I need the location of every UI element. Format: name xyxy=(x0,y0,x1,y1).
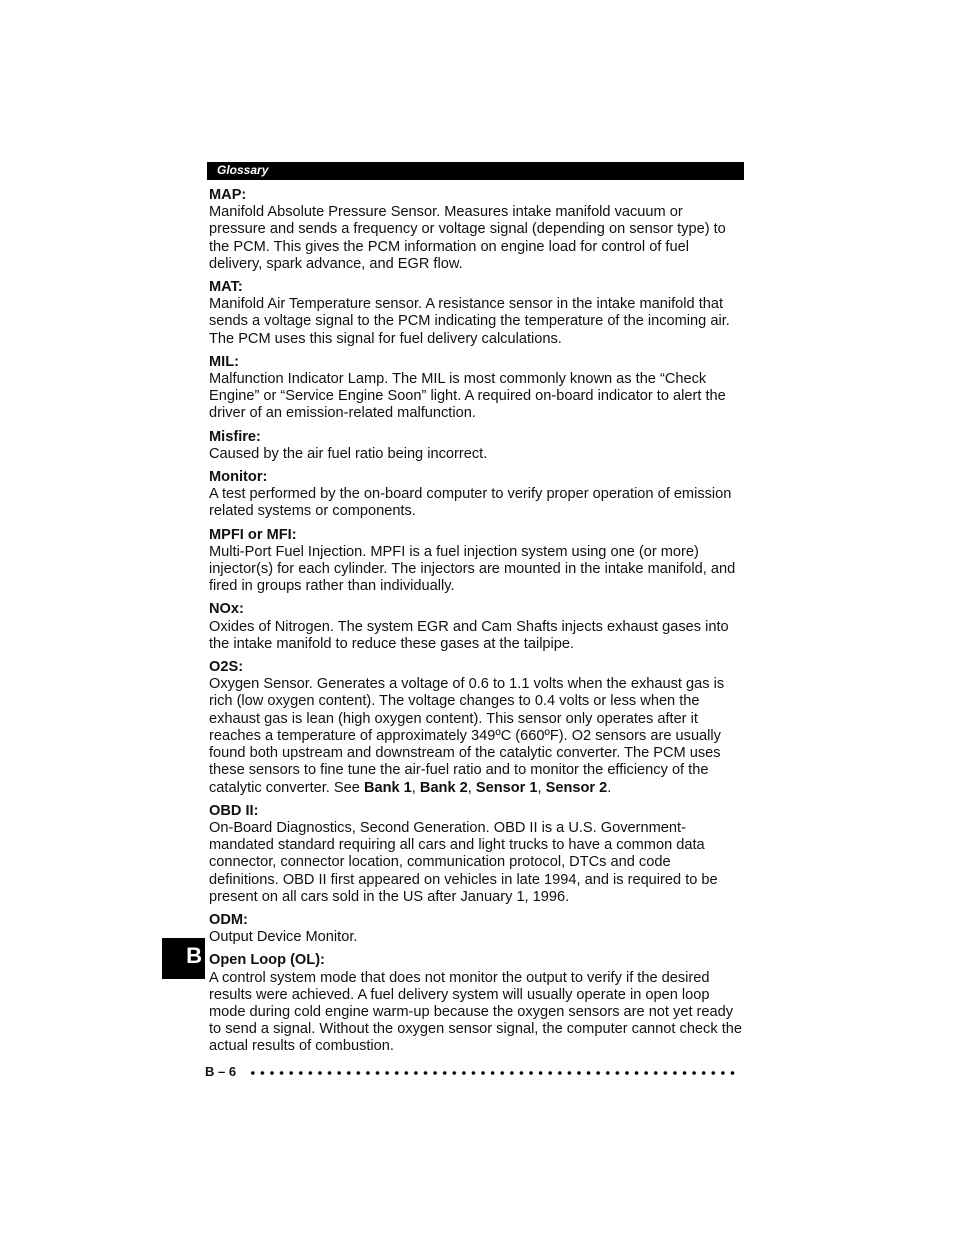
page-number: B – 6 xyxy=(205,1064,237,1079)
glossary-entry-mil xyxy=(209,354,743,423)
glossary-entry-odm xyxy=(209,912,743,946)
glossary-entry-obd-ii xyxy=(209,803,743,906)
glossary-entry-misfire xyxy=(209,429,743,463)
glossary-definition: Manifold Absolute Pressure Sensor. Measures intake manifold vacuum or pressure and sends a frequency or voltage signal (depending on sensor type) to the PCM. This gives the PCM information on engine load for control of fuel delivery, spark advance, and EGR flow. xyxy=(209,204,726,272)
glossary-definition: Caused by the air fuel ratio being incorrect. xyxy=(209,445,488,462)
glossary-definition: Manifold Air Temperature sensor. A resistance sensor in the intake manifold that sends a voltage signal to the PCM indicating the temperature of the incoming air. The PCM uses this signal for fuel delivery calculations. xyxy=(209,296,730,347)
glossary-term: OBD II: xyxy=(209,802,259,819)
glossary-definition: On-Board Diagnostics, Second Generation. OBD II is a U.S. Government-mandated standard requiring all cars and light trucks to have a common data connector, connector location, communication protocol, DTCs and code definitions. OBD II first appeared on vehicles in late 1994, and is required to be present on all cars sold in the US after January 1, 1996. xyxy=(209,819,718,905)
glossary-entry-nox xyxy=(209,601,743,653)
section-header-bar xyxy=(207,162,744,180)
glossary-entry-mpfi xyxy=(209,527,743,596)
glossary-definition: Oxides of Nitrogen. The system EGR and Cam Shafts injects exhaust gases into the intake manifold to reduce these gases at the tailpipe. xyxy=(209,618,729,652)
section-title: Glossary xyxy=(217,163,269,177)
glossary-definition: Malfunction Indicator Lamp. The MIL is most commonly known as the “Check Engine” or “Service Engine Soon” light. A required on-board indicator to alert the driver of an emission-related malfunction. xyxy=(209,371,726,422)
glossary-term: O2S: xyxy=(209,659,244,676)
ref-separator: , xyxy=(537,779,546,796)
glossary-entry-open-loop xyxy=(209,952,743,1055)
ref-separator: , xyxy=(411,779,420,796)
glossary-entry-mat xyxy=(209,279,743,348)
cross-reference-sensor-2: Sensor 2 xyxy=(545,779,608,796)
ref-end: . xyxy=(607,779,612,796)
glossary-entry-o2s xyxy=(209,659,743,797)
glossary-definition xyxy=(209,676,743,796)
appendix-tab-letter: B xyxy=(186,943,202,968)
glossary-entry-map xyxy=(209,187,743,273)
cross-reference-bank-2: Bank 2 xyxy=(419,779,468,796)
glossary-term: MPFI or MFI: xyxy=(209,526,297,543)
glossary-term: Misfire: xyxy=(209,428,261,445)
glossary-term: ODM: xyxy=(209,911,248,928)
glossary-term: Open Loop (OL): xyxy=(209,952,325,969)
glossary-definition: A control system mode that does not monitor the output to verify if the desired results were achieved. A fuel delivery system will usually operate in open loop mode during cold engine warm-up because the oxygen sensors are not yet ready to send a signal. Without the oxygen sensor signal, the computer cannot check the actual results of combustion. xyxy=(209,969,742,1055)
glossary-term: MAP: xyxy=(209,187,247,203)
glossary-term: Monitor: xyxy=(209,469,268,486)
glossary-content xyxy=(209,187,743,1062)
cross-reference-bank-1: Bank 1 xyxy=(363,779,412,796)
definition-text: Oxygen Sensor. Generates a voltage of 0.6 to 1.1 volts when the exhaust gas is rich (low oxygen content). The voltage changes to 0.4 volts or less when the exhaust gas is lean (high oxygen content). This sensor only operates after it reaches a temperature of approximately 349ºC (660ºF). O2 sensors are usually found both upstream and downstream of the catalytic converter. The PCM uses these sensors to fine tune the air-fuel ratio and to monitor the efficiency of the catalytic converter. See xyxy=(209,676,725,796)
glossary-entry-monitor xyxy=(209,469,743,521)
cross-reference-sensor-1: Sensor 1 xyxy=(475,779,538,796)
glossary-definition: Multi-Port Fuel Injection. MPFI is a fuel injection system using one (or more) injector(s) for each cylinder. The injectors are mounted in the intake manifold, and fired in groups rather than individually. xyxy=(209,543,736,595)
ref-separator: , xyxy=(467,779,476,796)
glossary-definition: Output Device Monitor. xyxy=(209,929,358,946)
page-footer xyxy=(205,1064,745,1082)
glossary-term: NOx: xyxy=(209,601,244,618)
glossary-term: MIL: xyxy=(209,353,239,370)
glossary-term: MAT: xyxy=(209,279,243,296)
footer-dot-leader xyxy=(248,1071,738,1075)
glossary-definition: A test performed by the on-board computer to verify proper operation of emission related systems or components. xyxy=(209,486,732,520)
appendix-tab-marker xyxy=(162,938,205,979)
